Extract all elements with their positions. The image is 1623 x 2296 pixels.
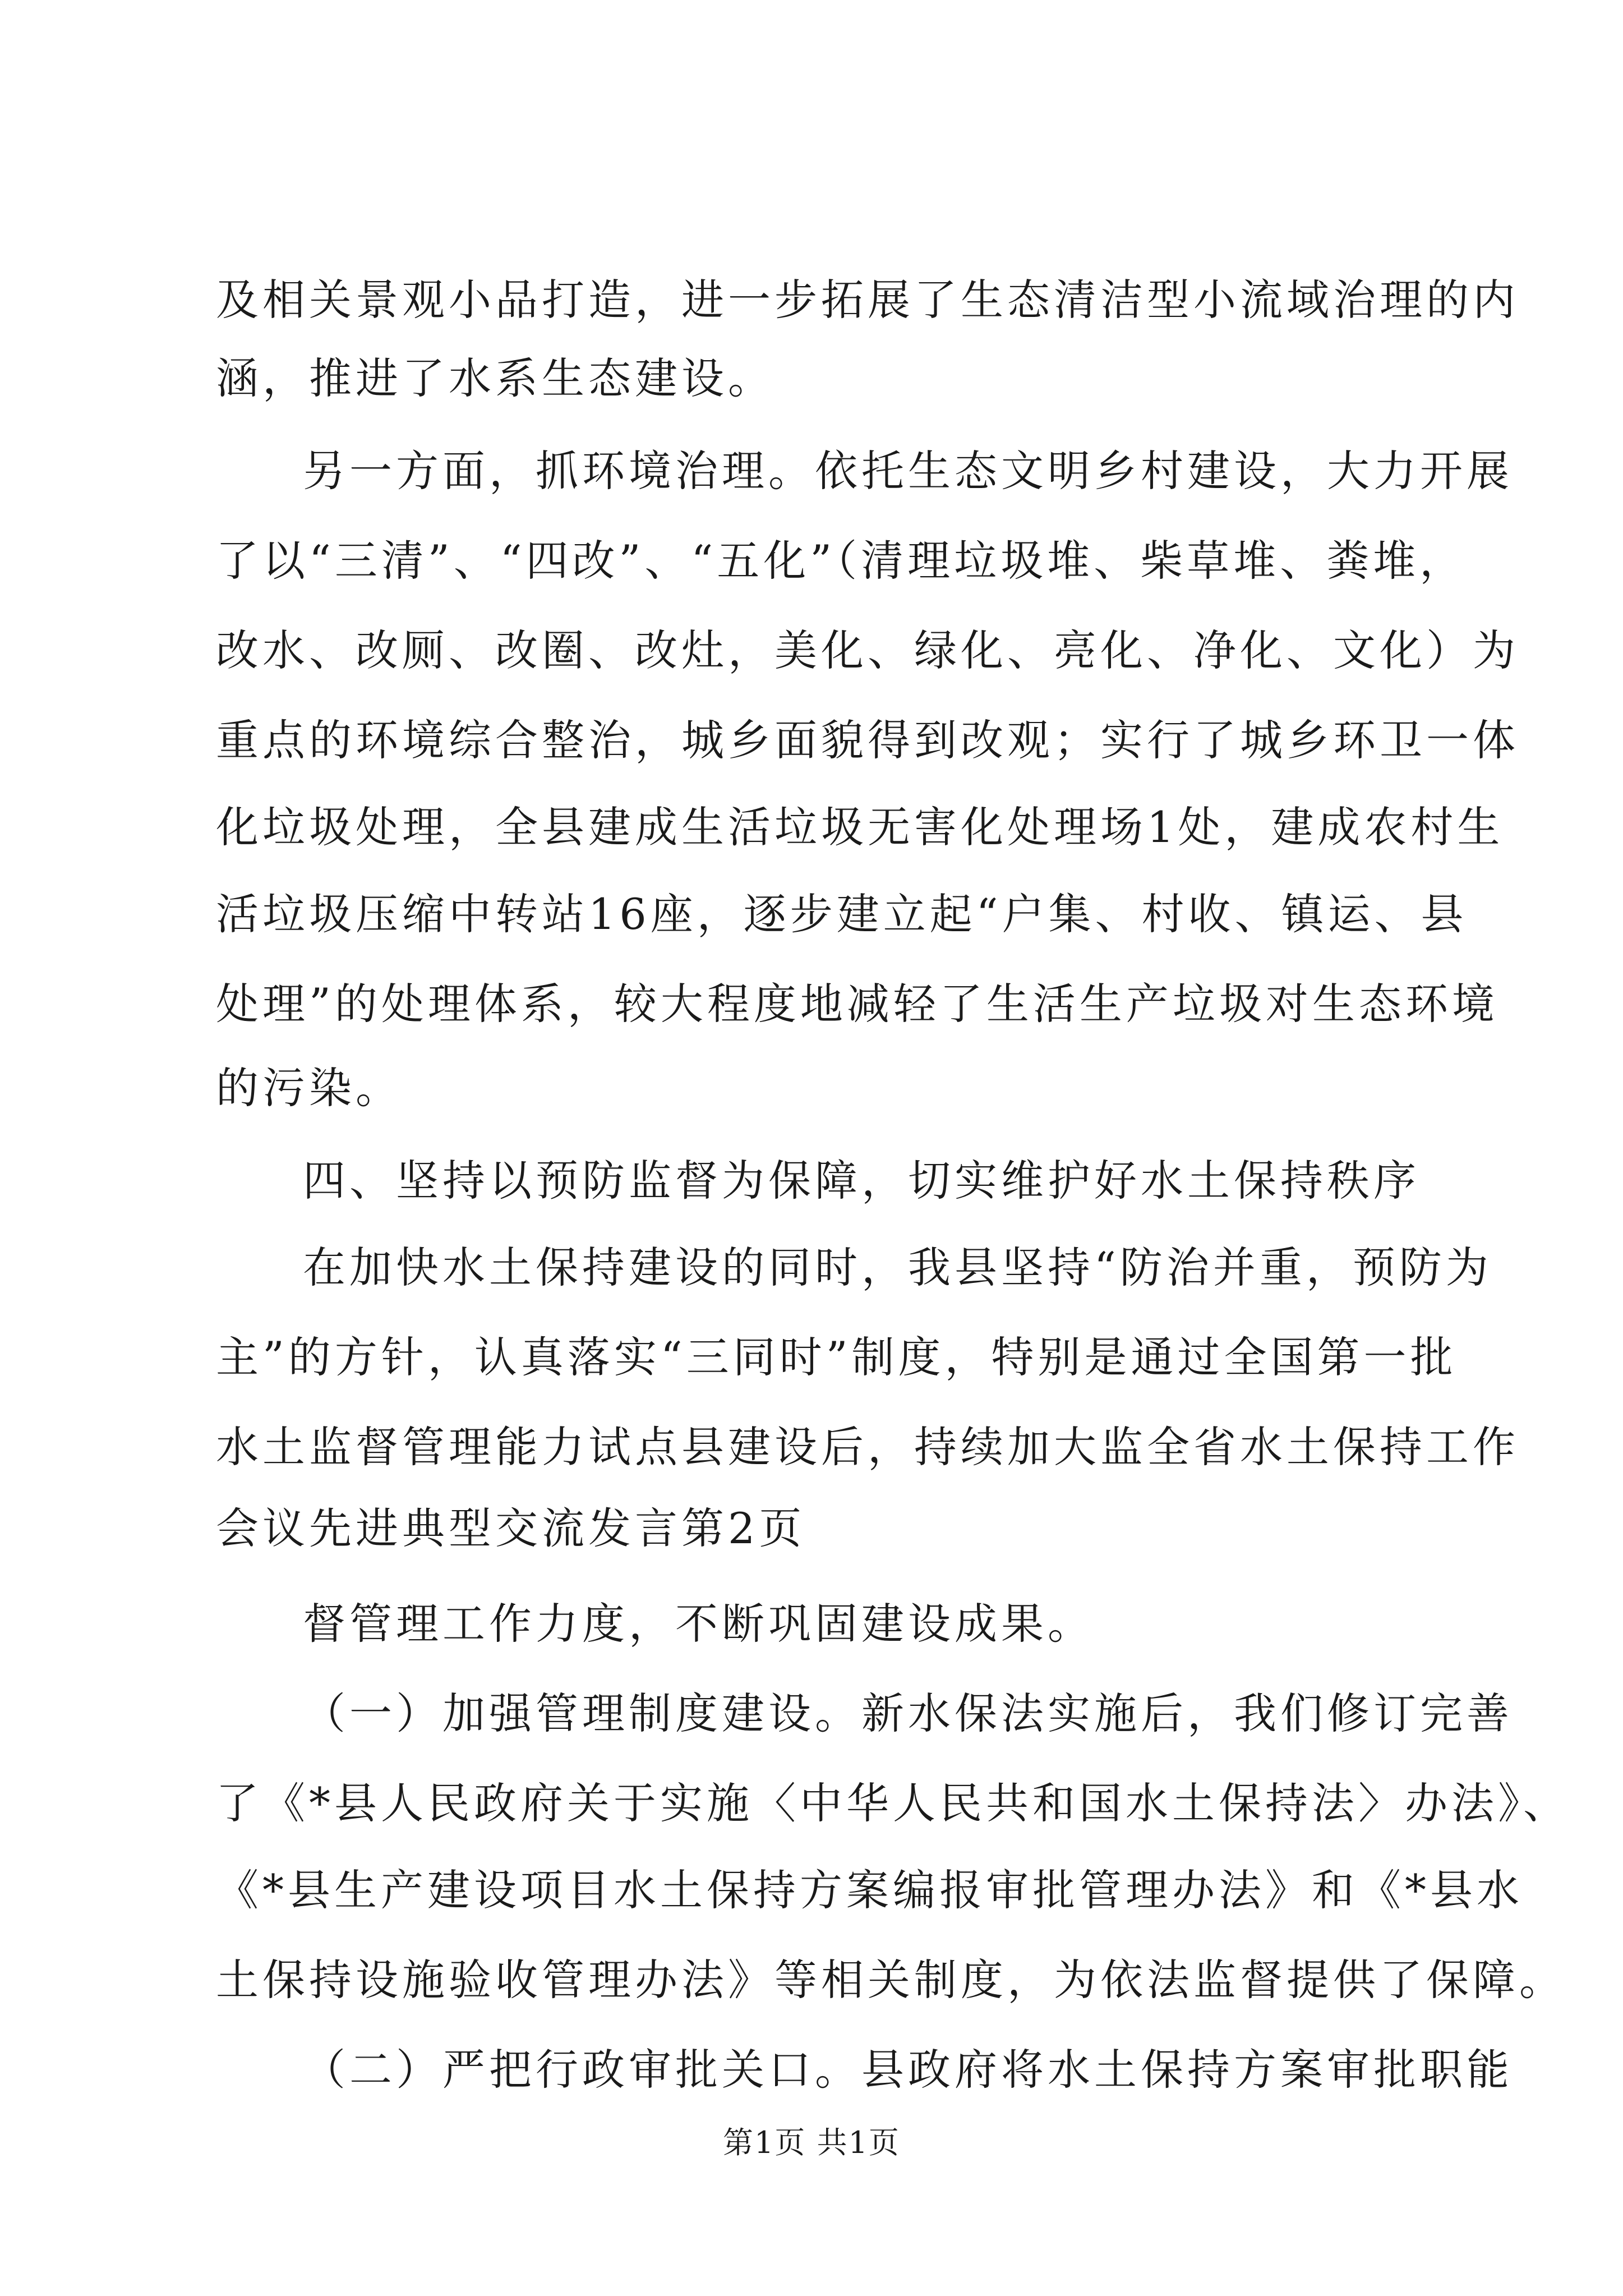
page-footer: 第1页 共1页	[723, 2125, 900, 2160]
paragraph-line: （一）加强管理制度建设。新水保法实施后，我们修订完善	[303, 1688, 1513, 1738]
section-heading: 四、坚持以预防监督为保障，切实维护好水土保持秩序	[303, 1156, 1420, 1205]
paragraph-line: 水土监督管理能力试点县建设后，持续加大监全省水土保持工作	[216, 1422, 1519, 1472]
paragraph-line: 改水、改厕、改圈、改灶，美化、绿化、亮化、净化、文化）为	[216, 625, 1519, 675]
paragraph-line: 土保持设施验收管理办法》等相关制度，为依法监督提供了保障。	[216, 1955, 1566, 2005]
paragraph-line: 另一方面，抓环境治理。依托生态文明乡村建设，大力开展	[303, 446, 1513, 496]
paragraph-line: 化垃圾处理，全县建成生活垃圾无害化处理场1处，建成农村生	[216, 802, 1504, 852]
paragraph-line: 主”的方针，认真落实“三同时”制度，特别是通过全国第一批	[216, 1332, 1457, 1382]
paragraph-line: 《*县生产建设项目水土保持方案编报审批管理办法》和《*县水	[216, 1865, 1523, 1915]
paragraph-line: 及相关景观小品打造，进一步拓展了生态清洁型小流域治理的内	[216, 275, 1519, 325]
paragraph-line: 处理”的处理体系，较大程度地减轻了生活生产垃圾对生态环境	[216, 979, 1498, 1029]
paragraph-line: 涵，推进了水系生态建设。	[216, 353, 774, 403]
paragraph-line: 重点的环境综合整治，城乡面貌得到改观；实行了城乡环卫一体	[216, 715, 1519, 765]
paragraph-line: 了以“三清”、“四改”、“五化”（清理垃圾堆、柴草堆、粪堆，	[216, 536, 1467, 586]
paragraph-line: （二）严把行政审批关口。县政府将水土保持方案审批职能	[303, 2045, 1513, 2095]
paragraph-line: 了《*县人民政府关于实施〈中华人民共和国水土保持法〉办法》、	[216, 1778, 1570, 1828]
paragraph-line: 督管理工作力度，不断巩固建设成果。	[303, 1599, 1094, 1649]
paragraph-line: 的污染。	[216, 1063, 402, 1113]
paragraph-line: 活垃圾压缩中转站16座，逐步建立起“户集、村收、镇运、县	[216, 889, 1468, 939]
paragraph-line: 会议先进典型交流发言第2页	[216, 1503, 806, 1553]
paragraph-line: 在加快水土保持建设的同时，我县坚持“防治并重，预防为	[303, 1243, 1492, 1292]
